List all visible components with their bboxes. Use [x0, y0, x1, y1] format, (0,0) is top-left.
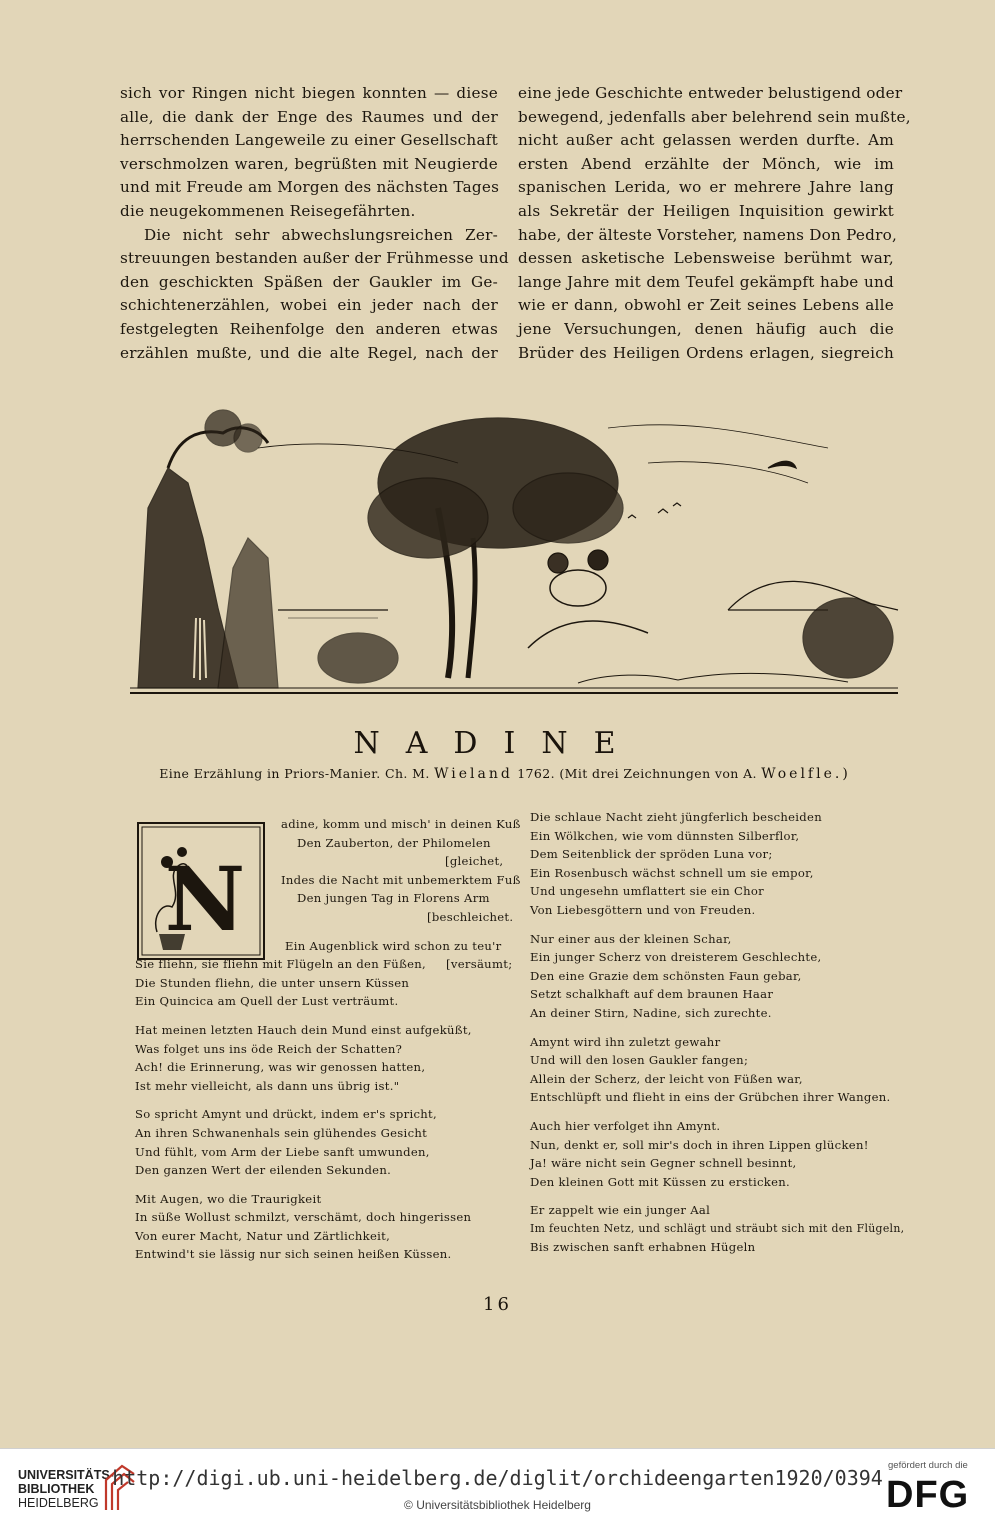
- poem-line: [gleichet,: [445, 854, 504, 869]
- prose-column-right: [518, 82, 911, 365]
- poem-line: Den Zauberton, der Philomelen: [297, 835, 491, 850]
- page-number: 16: [483, 1294, 512, 1315]
- prose-line: erzählen mußte, und die alte Regel, nach der: [120, 343, 498, 362]
- poem-line: Und will den losen Gaukler fangen;: [530, 1053, 749, 1068]
- poem-line: adine, komm und misch' in deinen Kuß: [281, 817, 521, 831]
- poem-line: Ein Wölkchen, wie vom dünnsten Silberflor,: [530, 828, 800, 843]
- prose-line: wie er dann, obwohl er Zeit seines Lebens alle: [518, 296, 894, 315]
- poem-column-right: [530, 808, 910, 1257]
- subtitle-illustrator: Woelfle.): [761, 766, 851, 782]
- poem-line: Nun, denkt er, soll mir's doch in ihren Lippen glücken!: [530, 1137, 869, 1152]
- poem-subtitle: [0, 766, 995, 782]
- poem-line: Ein Rosenbusch wächst schnell um sie empor,: [530, 865, 814, 880]
- poem-line: Er zappelt wie ein junger Aal: [530, 1203, 711, 1218]
- prose-line: festgelegten Reihenfolge den anderen etwas: [120, 319, 498, 338]
- funding-label: gefördert durch die: [888, 1460, 968, 1471]
- poem-line: Die schlaue Nacht zieht jüngferlich bescheiden: [530, 810, 822, 824]
- prose-line: spanischen Lerida, wo er mehrere Jahre lang: [518, 178, 894, 197]
- poem-line: Und ungesehn umflattert sie ein Chor: [530, 884, 765, 899]
- poem-line: Entwind't sie lässig nur sich seinen heißen Küssen.: [135, 1247, 452, 1262]
- poem-line: [135, 955, 515, 974]
- poem-line-suffix: [versäumt;: [446, 957, 513, 972]
- prose-line: eine jede Geschichte entweder belustigend oder: [518, 84, 903, 102]
- poem-line: Dem Seitenblick der spröden Luna vor;: [530, 847, 773, 862]
- prose-line: Brüder des Heiligen Ordens erlagen, siegreich: [518, 343, 894, 362]
- subtitle-author: Wieland: [434, 766, 513, 782]
- prose-line: Die nicht sehr abwechslungsreichen Zer-: [144, 225, 498, 244]
- poem-line: Auch hier verfolget ihn Amynt.: [530, 1118, 721, 1133]
- poem-line: Bis zwischen sanft erhabnen Hügeln: [530, 1240, 756, 1255]
- poem-line: Und fühlt, vom Arm der Liebe sanft umwunden,: [135, 1144, 430, 1159]
- subtitle-note: (Mit drei Zeichnungen von A.: [559, 766, 757, 781]
- library-name-line2: BIBLIOTHEK: [18, 1482, 95, 1496]
- poem-line: An deiner Stirn, Nadine, sich zurechte.: [530, 1005, 772, 1020]
- poem-line: An ihren Schwanenhals sein glühendes Gesicht: [135, 1125, 428, 1140]
- poem-line: Den jungen Tag in Florens Arm: [297, 891, 490, 906]
- poem-line: [beschleichet.: [427, 909, 514, 924]
- svg-text:N: N: [164, 847, 246, 951]
- poem-line: Den ganzen Wert der eilenden Sekunden.: [135, 1163, 392, 1178]
- prose-line: dessen asketische Lebensweise berühmt war,: [518, 249, 894, 268]
- page-url-link[interactable]: http://digi.ub.uni-heidelberg.de/diglit/orchideengarten1920/0394: [112, 1466, 883, 1490]
- poem-line: Setzt schalkhaft auf dem braunen Haar: [530, 987, 774, 1002]
- poem-line: Ein Quincica am Quell der Lust verträumt.: [135, 994, 399, 1009]
- poem-column-left: [135, 815, 521, 1264]
- poem-line: Ein junger Scherz von dreisterem Geschlechte,: [530, 950, 822, 965]
- poem-line: Ja! wäre nicht sein Gegner schnell besinnt,: [530, 1156, 797, 1171]
- subtitle-prefix: Eine Erzählung in Priors-Manier. Ch. M.: [159, 766, 430, 781]
- poem-line: Ist mehr vielleicht, als dann uns übrig ist.": [135, 1078, 400, 1093]
- poem-line: In süße Wollust schmilzt, verschämt, doch hingerissen: [135, 1210, 472, 1225]
- prose-line: nicht außer acht gelassen werden durfte. Am: [518, 131, 894, 150]
- prose-line: als Sekretär der Heiligen Inquisition gewirkt: [518, 201, 894, 220]
- prose-line: schichtenerzählen, wobei ein jeder nach der: [120, 296, 498, 315]
- poem-line: So spricht Amynt und drückt, indem er's spricht,: [135, 1107, 437, 1122]
- prose-line: ersten Abend erzählte der Mönch, wie im: [518, 154, 894, 173]
- poem-line: Was folget uns ins öde Reich der Schatten?: [135, 1041, 403, 1056]
- prose-line: bewegend, jedenfalls aber belehrend sein mußte,: [518, 107, 911, 126]
- prose-line: den geschickten Späßen der Gaukler im Ge-: [120, 272, 498, 291]
- poem-line: Mit Augen, wo die Traurigkeit: [135, 1191, 322, 1206]
- prose-line: streuungen bestanden außer der Frühmesse und: [120, 249, 509, 268]
- landscape-illustration: [128, 388, 900, 696]
- subtitle-year: 1762.: [517, 766, 555, 781]
- prose-column-left: [120, 82, 509, 365]
- poem-line: Amynt wird ihn zuletzt gewahr: [530, 1034, 721, 1049]
- poem-line: Von eurer Macht, Natur und Zärtlichkeit,: [135, 1228, 391, 1243]
- poem-line: Die Stunden fliehn, die unter unsern Küssen: [135, 975, 410, 990]
- poem-line: Im feuchten Netz, und schlägt und sträubt sich mit den Flügeln,: [530, 1221, 905, 1235]
- poem-line: Allein der Scherz, der leicht von Füßen war,: [530, 1071, 803, 1086]
- poem-line: Ach! die Erinnerung, was wir genossen hatten,: [135, 1060, 426, 1075]
- prose-line: jene Versuchungen, denen häufig auch die: [518, 319, 894, 338]
- copyright-notice: © Universitätsbibliothek Heidelberg: [404, 1498, 591, 1512]
- poem-line: Ein Augenblick wird schon zu teu'r: [285, 938, 502, 953]
- poem-line: Von Liebesgöttern und von Freuden.: [530, 902, 756, 917]
- prose-line: herrschenden Langeweile zu einer Gesellschaft: [120, 131, 498, 150]
- poem-line-text: Sie fliehn, sie fliehn mit Flügeln an den Füßen,: [135, 957, 427, 972]
- prose-line: sich vor Ringen nicht biegen konnten — diese: [120, 84, 498, 102]
- prose-line: die neugekommenen Reisegefährten.: [120, 201, 416, 220]
- poem-line: Den eine Grazie dem schönsten Faun gebar,: [530, 968, 802, 983]
- poem-line: Den kleinen Gott mit Küssen zu ersticken.: [530, 1174, 790, 1189]
- poem-title: NADINE: [353, 726, 642, 761]
- poem-line: Indes die Nacht mit unbemerktem Fuß: [281, 872, 521, 887]
- prose-line: und mit Freude am Morgen des nächsten Tages: [120, 178, 500, 197]
- prose-line: habe, der älteste Vorsteher, namens Don Pedro,: [518, 225, 898, 244]
- library-name-line1: UNIVERSITÄTS-: [18, 1468, 114, 1482]
- dfg-logo[interactable]: DFG: [886, 1474, 970, 1516]
- prose-line: verschmolzen waren, begrüßten mit Neugierde: [120, 154, 498, 173]
- poem-line: Hat meinen letzten Hauch dein Mund einst aufgeküßt,: [135, 1022, 472, 1037]
- prose-line: lange Jahre mit dem Teufel gekämpft habe und: [518, 272, 894, 291]
- library-name-line3: HEIDELBERG: [18, 1496, 99, 1510]
- poem-line: Entschlüpft und flieht in eins der Grübchen ihrer Wangen.: [530, 1090, 891, 1105]
- poem-line: Nur einer aus der kleinen Schar,: [530, 931, 732, 946]
- prose-line: alle, die dank der Enge des Raumes und der: [120, 107, 498, 126]
